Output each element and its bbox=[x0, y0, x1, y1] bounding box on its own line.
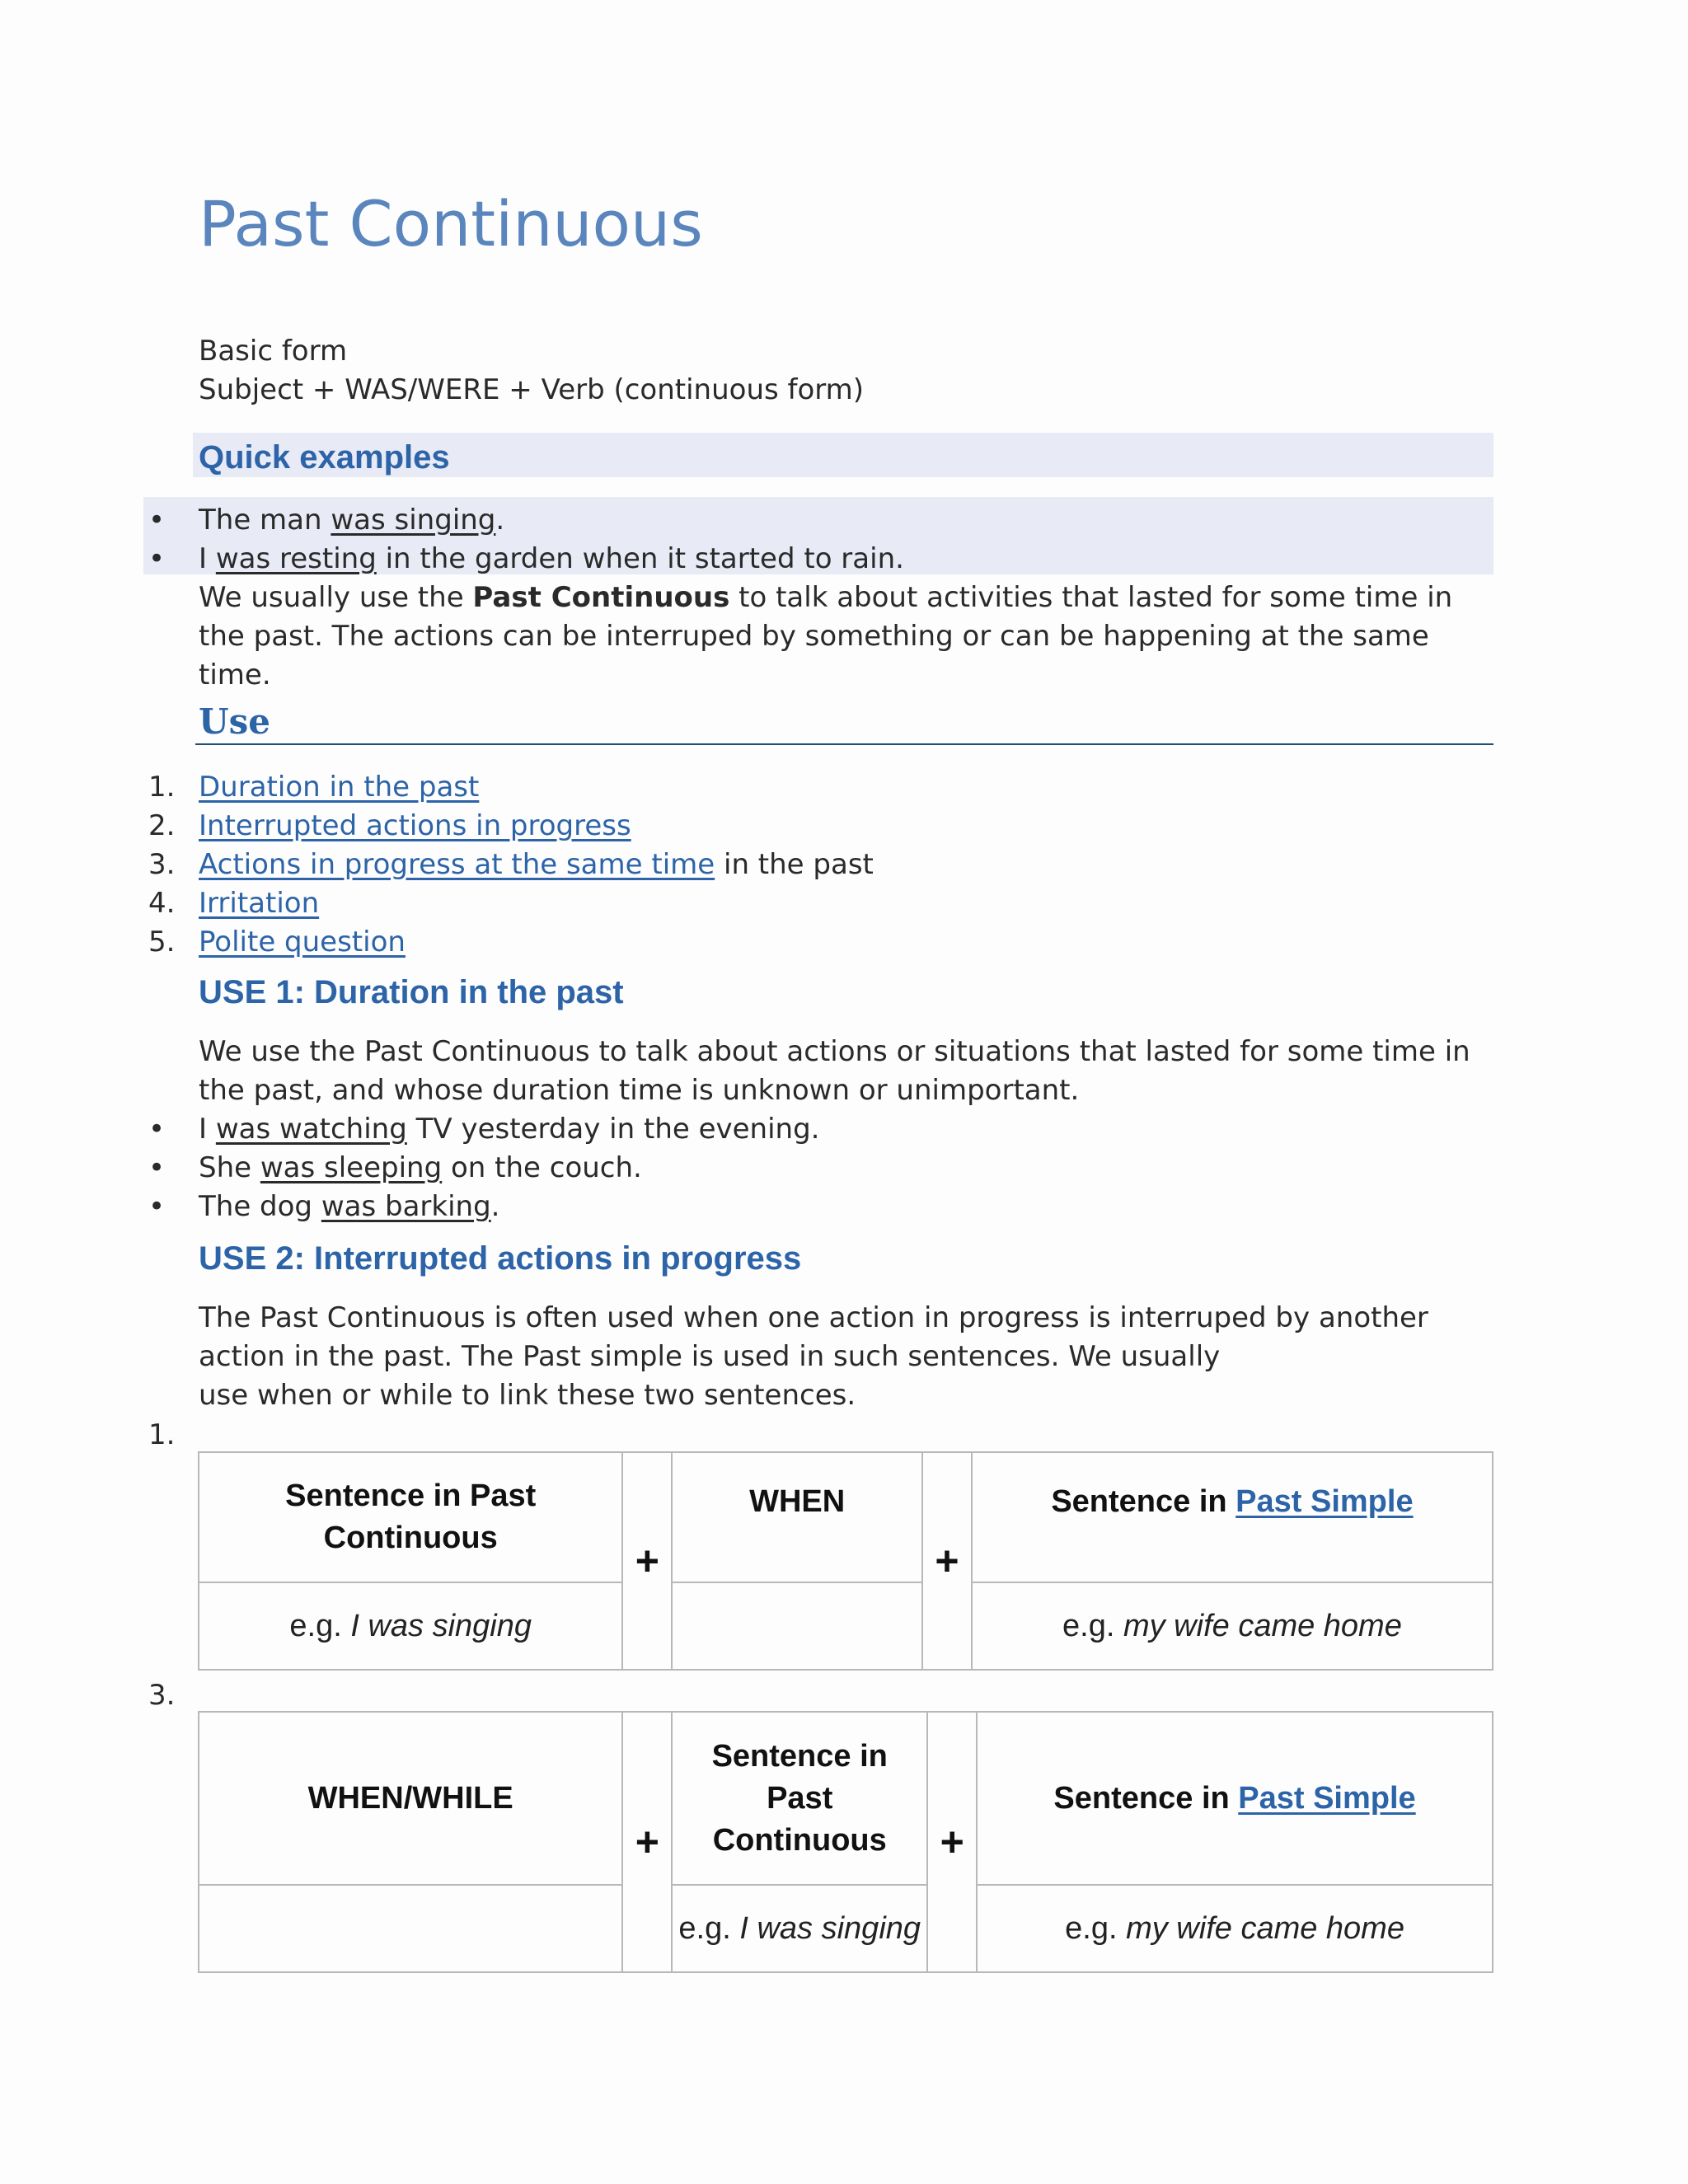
quick-examples-heading: Quick examples bbox=[199, 439, 450, 476]
table-example-cell: e.g. my wife came home bbox=[972, 1582, 1493, 1670]
bullet-icon: • bbox=[148, 542, 166, 575]
list-number: 3. bbox=[148, 848, 176, 881]
quick-example-item: I was resting in the garden when it started to rain. bbox=[199, 542, 904, 575]
grammar-table-when bbox=[198, 1451, 1493, 1671]
use-heading: Use bbox=[199, 701, 270, 742]
intro-paragraph-line: time. bbox=[199, 658, 271, 691]
link-actions-same-time[interactable]: Actions in progress at the same time bbox=[199, 848, 715, 881]
bullet-icon: • bbox=[148, 1151, 166, 1184]
link-duration-in-the-past[interactable]: Duration in the past bbox=[199, 771, 480, 804]
use2-paragraph-line: action in the past. The Past simple is used in such sentences. We usually bbox=[199, 1340, 1221, 1373]
table-example-cell: e.g. I was singing bbox=[199, 1582, 622, 1670]
plus-icon: + bbox=[622, 1712, 672, 1972]
quick-example-item: The man was singing. bbox=[199, 504, 505, 537]
use1-example: She was sleeping on the couch. bbox=[199, 1151, 642, 1184]
bullet-icon: • bbox=[148, 504, 166, 537]
basic-form-formula: Subject + WAS/WERE + Verb (continuous form) bbox=[199, 373, 865, 406]
intro-paragraph-line: the past. The actions can be interruped by something or can be happening at the same bbox=[199, 620, 1429, 653]
use1-paragraph-line: the past, and whose duration time is unknown or unimportant. bbox=[199, 1074, 1080, 1107]
link-irritation[interactable]: Irritation bbox=[199, 887, 320, 920]
use-list-item bbox=[199, 768, 479, 807]
basic-form-label: Basic form bbox=[199, 335, 348, 368]
use-list-item bbox=[199, 884, 319, 923]
use1-example: The dog was barking. bbox=[199, 1190, 500, 1223]
table-header-cell: Sentence in Past Simple bbox=[972, 1452, 1493, 1582]
table-example-cell: e.g. my wife came home bbox=[977, 1885, 1493, 1972]
list-number: 1. bbox=[148, 1418, 176, 1451]
use1-paragraph-line: We use the Past Continuous to talk about actions or situations that lasted for some time in bbox=[199, 1035, 1470, 1068]
bullet-icon: • bbox=[148, 1113, 166, 1146]
use2-paragraph-line: use when or while to link these two sentences. bbox=[199, 1379, 856, 1412]
plus-icon: + bbox=[927, 1712, 977, 1972]
table-header-cell: Sentence in Past Continuous bbox=[672, 1712, 927, 1885]
list-number: 4. bbox=[148, 887, 176, 920]
table-header-cell: WHEN/WHILE bbox=[199, 1712, 622, 1885]
plus-icon: + bbox=[622, 1452, 672, 1670]
grammar-table-when-while bbox=[198, 1711, 1493, 1973]
table-header-cell: Sentence in Past Simple bbox=[977, 1712, 1493, 1885]
link-interrupted-actions[interactable]: Interrupted actions in progress bbox=[199, 809, 631, 842]
table-empty-cell bbox=[199, 1885, 622, 1972]
link-past-simple[interactable]: Past Simple bbox=[1238, 1780, 1416, 1816]
link-past-simple[interactable]: Past Simple bbox=[1236, 1484, 1414, 1519]
link-polite-question[interactable]: Polite question bbox=[199, 926, 406, 958]
list-number: 3. bbox=[148, 1679, 176, 1712]
table-header-cell: Sentence in Past Continuous bbox=[199, 1452, 622, 1582]
table-example-cell: e.g. I was singing bbox=[672, 1885, 927, 1972]
use2-paragraph-line: The Past Continuous is often used when one action in progress is interruped by another bbox=[199, 1301, 1428, 1334]
table-empty-cell bbox=[672, 1582, 922, 1670]
use-list-item: Actions in progress at the same time in the past bbox=[199, 848, 874, 881]
use-list-item bbox=[199, 923, 406, 962]
page-title: Past Continuous bbox=[199, 187, 703, 260]
bullet-icon: • bbox=[148, 1190, 166, 1223]
table-header-cell: WHEN bbox=[672, 1452, 922, 1582]
list-number: 2. bbox=[148, 809, 176, 842]
plus-icon: + bbox=[922, 1452, 972, 1670]
use2-heading: USE 2: Interrupted actions in progress bbox=[199, 1240, 802, 1277]
use1-heading: USE 1: Duration in the past bbox=[199, 974, 624, 1010]
list-number: 1. bbox=[148, 771, 176, 804]
heading-rule bbox=[195, 743, 1493, 745]
use-list-item bbox=[199, 807, 631, 846]
list-number: 5. bbox=[148, 926, 176, 958]
intro-paragraph-line: We usually use the Past Continuous to talk about activities that lasted for some time in bbox=[199, 581, 1453, 614]
use1-example: I was watching TV yesterday in the evening. bbox=[199, 1113, 820, 1146]
